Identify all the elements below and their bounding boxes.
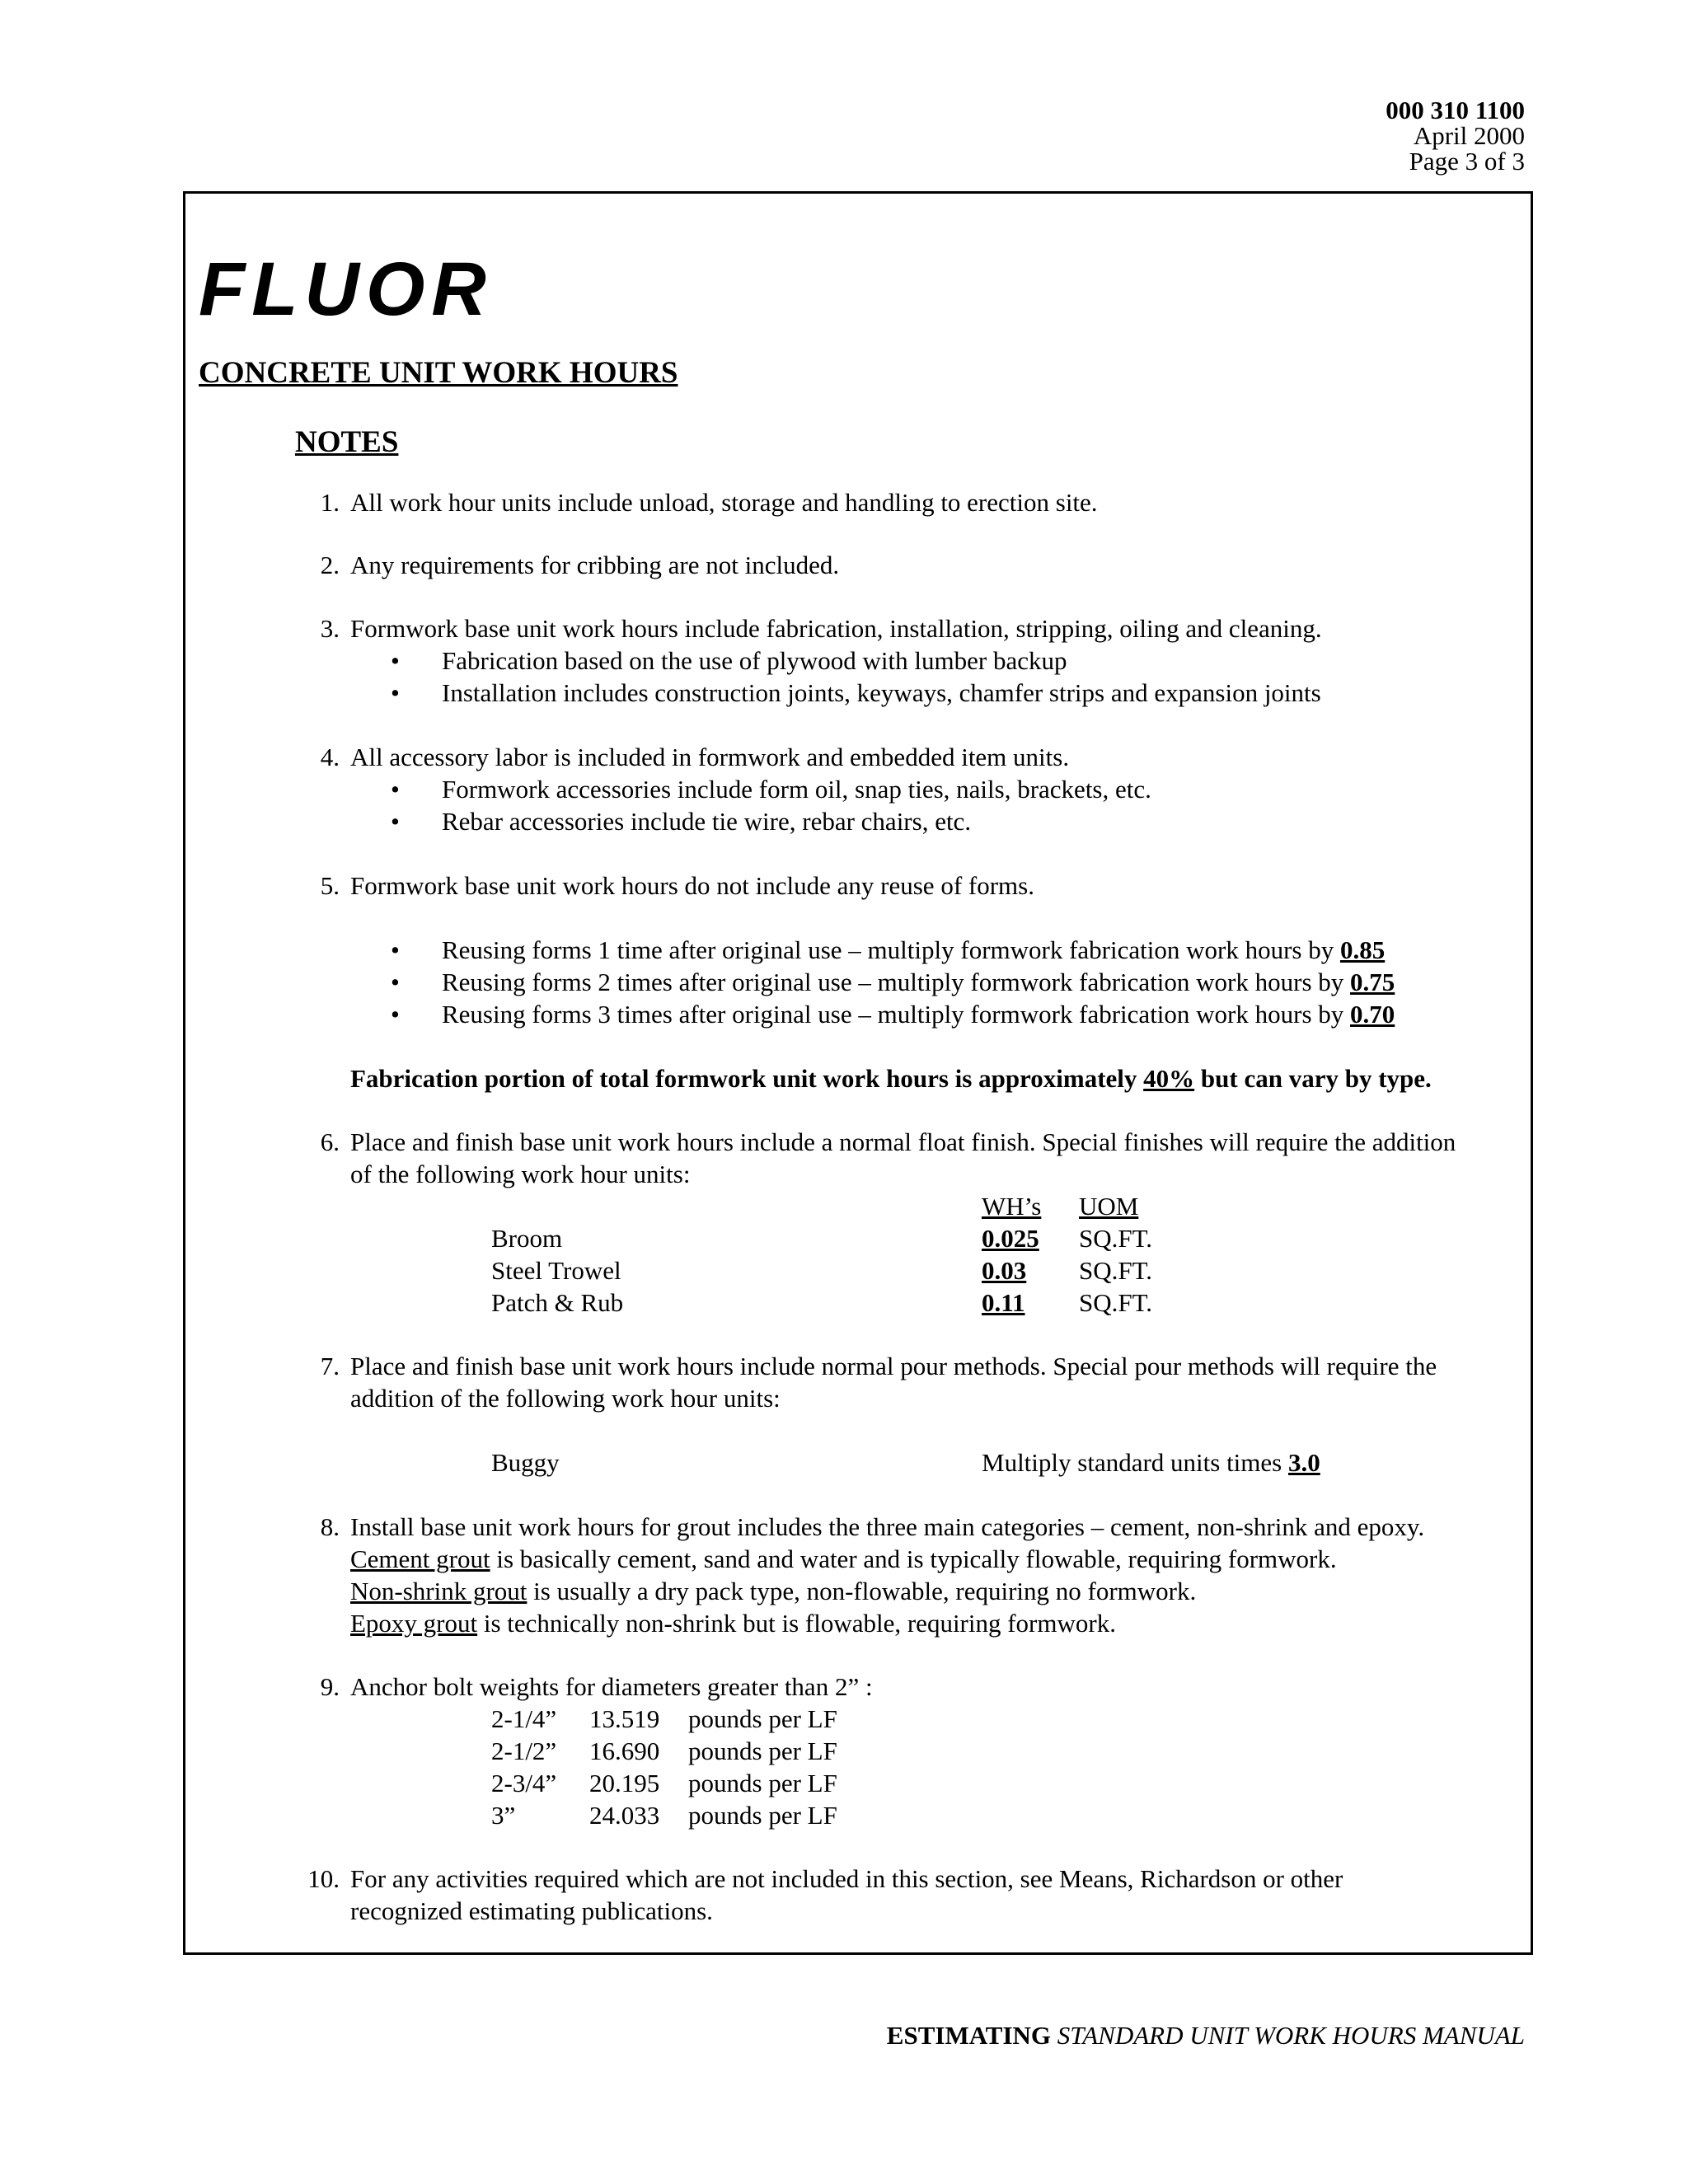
note-text: All accessory labor is included in formwork and embedded item units. (350, 743, 1070, 771)
note-text: Any requirements for cribbing are not included. (350, 551, 840, 579)
page-title: CONCRETE UNIT WORK HOURS (199, 356, 678, 390)
bullet-icon: • (391, 935, 400, 964)
note-number: 2. (320, 551, 340, 579)
pour-multiplier: Multiply standard units times 3.0 (982, 1448, 1320, 1477)
note-text: Place and finish base unit work hours include normal pour methods. Special pour methods will require the addition of the following work hour units: (350, 1352, 1437, 1413)
note-number: 1. (320, 488, 340, 517)
grout-term: Epoxy grout (350, 1609, 478, 1638)
pour-method: Buggy (491, 1448, 560, 1477)
note-number: 5. (320, 871, 340, 900)
document-date: April 2000 (1413, 121, 1525, 150)
content-frame: FLUOR CONCRETE UNIT WORK HOURS NOTES 1. All work hour units include unload, storage and handling to erection site. 2. Any requirements for cribbing are not included. 3. Formwork base unit work hours include fabrication, installation, stripping, oiling and cleaning. • Fabrication based on the use of plywood with lumber backup • Installation includes construction joints, keyways, chamfer strips and expansion joints 4. All accessory labor is included in formwork and embedded item units. • Formwork accessories include form oil, snap ties, nails, brackets, etc. • Rebar accessories include tie wire, rebar chairs, etc. 5. Formwork base unit work hours do not include any reuse of forms. • Reusing forms 1 time after original use – multiply formwork fabrication work hours by 0.85 • Reusing forms 2 times after original use – multiply formwork fabrication work hours by 0.75 • Reusing forms 3 times after original use – multiply formwork fabrication work hours by 0.70 Fabrication portion of total formwork unit work hours is approximately 40% but can vary by type. 6. Place and finish base unit work hours include a normal float finish. Special finishes will require the addition of the following work hour units: WH’s UOM Broom 0.025 SQ.FT. Steel Trowel 0.03 SQ.FT. Patch & Rub 0.11 SQ.FT. 7. Place and finish base unit work hours include normal pour methods. Special pour methods will require the addition of the following work hour units: Buggy Multiply standard units times 3.0 8. Install base unit work hours for grout includes the three main categories – cement, non-shrink and epoxy. Cement grout is basically cement, sand and water and is typically flowable, requiring formwork. Non-shrink grout is usually a dry pack type, non-flowable, requiring no formwork. Epoxy grout is technically non-shrink but is flowable, requiring formwork. 9. Anchor bolt weights for diameters greater than 2” : 2-1/4” 13.519 pounds per LF 2-1/2” 16.690 pounds per LF 2-3/4” 20.195 pounds per LF 3” 24.033 pounds per LF 10. For any activities required which are not included in this section, see Means, Richardson or other recognized estimating publications. (183, 191, 1533, 1955)
note-text: Install base unit work hours for grout includes the three main categories – cement, non-shrink and epoxy. Cement grout is basically cement, sand and water and is typically flowable, requiring formwork. Non-shrink grout is usually a dry pack type, non-flowable, requiring no formwork. Epoxy grout is technically non-shrink but is flowable, requiring formwork. (350, 1512, 1425, 1638)
finish-uom: SQ.FT. (1079, 1224, 1153, 1253)
finish-wh-value: 0.03 (982, 1256, 1027, 1285)
reuse-factor: 0.70 (1350, 1000, 1395, 1029)
bullet-icon: • (391, 775, 400, 804)
note-number: 8. (320, 1512, 340, 1541)
fabrication-portion-note: Fabrication portion of total formwork unit work hours is approximately 40% but can vary by type. (350, 1064, 1432, 1093)
bolt-weight: 13.519 (589, 1704, 660, 1733)
note-number: 6. (320, 1127, 340, 1156)
finish-wh-value: 0.025 (982, 1224, 1039, 1253)
bolt-unit: pounds per LF (688, 1736, 837, 1765)
column-header-wh: WH’s (982, 1192, 1042, 1221)
grout-term: Cement grout (350, 1544, 490, 1573)
bullet-icon: • (391, 1000, 400, 1029)
bullet-icon: • (391, 678, 400, 707)
finish-wh-value: 0.11 (982, 1288, 1025, 1317)
note-number: 10. (307, 1864, 340, 1893)
note-text: Anchor bolt weights for diameters greater than 2” : (350, 1672, 873, 1701)
footer-italic: STANDARD UNIT WORK HOURS MANUAL (1051, 2021, 1525, 2050)
multiplier-value: 3.0 (1288, 1448, 1320, 1477)
bullet-icon: • (391, 807, 400, 836)
notes-heading: NOTES (295, 425, 399, 459)
bolt-unit: pounds per LF (688, 1801, 837, 1830)
bolt-weight: 20.195 (589, 1769, 660, 1797)
bolt-diameter: 2-1/2” (491, 1736, 557, 1765)
document-number: 000 310 1100 (1386, 96, 1525, 124)
finish-label: Broom (491, 1224, 563, 1253)
bolt-diameter: 2-1/4” (491, 1704, 557, 1733)
bullet-icon: • (391, 646, 400, 675)
note-text: Formwork base unit work hours do not include any reuse of forms. (350, 871, 1034, 900)
bolt-diameter: 3” (491, 1801, 516, 1830)
reuse-factor: 0.85 (1339, 935, 1386, 964)
note-text: All work hour units include unload, storage and handling to erection site. (350, 488, 1098, 517)
fabrication-percent: 40% (1143, 1064, 1195, 1093)
note-number: 3. (320, 614, 340, 643)
bolt-unit: pounds per LF (688, 1769, 837, 1797)
footer-bold: ESTIMATING (886, 2021, 1052, 2050)
fluor-logo: FLUOR (199, 247, 493, 331)
bullet-icon: • (391, 968, 400, 996)
manual-footer (887, 2019, 1525, 2051)
document-header (1386, 97, 1525, 174)
bolt-unit: pounds per LF (688, 1704, 837, 1733)
bolt-weight: 16.690 (589, 1736, 660, 1765)
bolt-weight: 24.033 (589, 1801, 660, 1830)
note-text: Formwork base unit work hours include fabrication, installation, stripping, oiling and cleaning. (350, 614, 1322, 643)
note-text: Place and finish base unit work hours include a normal float finish. Special finishes will require the addition of the following work hour units: (350, 1127, 1456, 1188)
finish-uom: SQ.FT. (1079, 1256, 1153, 1285)
finish-uom: SQ.FT. (1079, 1288, 1153, 1317)
finish-label: Patch & Rub (491, 1288, 624, 1317)
note-number: 9. (320, 1672, 340, 1701)
note-number: 7. (320, 1352, 340, 1380)
page-number: Page 3 of 3 (1409, 147, 1525, 176)
grout-term: Non-shrink grout (350, 1577, 528, 1605)
bolt-diameter: 2-3/4” (491, 1769, 557, 1797)
reuse-factor: 0.75 (1350, 968, 1395, 996)
column-header-uom: UOM (1079, 1192, 1139, 1221)
note-number: 4. (320, 743, 340, 771)
note-text: For any activities required which are not included in this section, see Means, Richardson or other recognized estimating publications. (350, 1864, 1343, 1925)
finish-label: Steel Trowel (491, 1256, 621, 1285)
